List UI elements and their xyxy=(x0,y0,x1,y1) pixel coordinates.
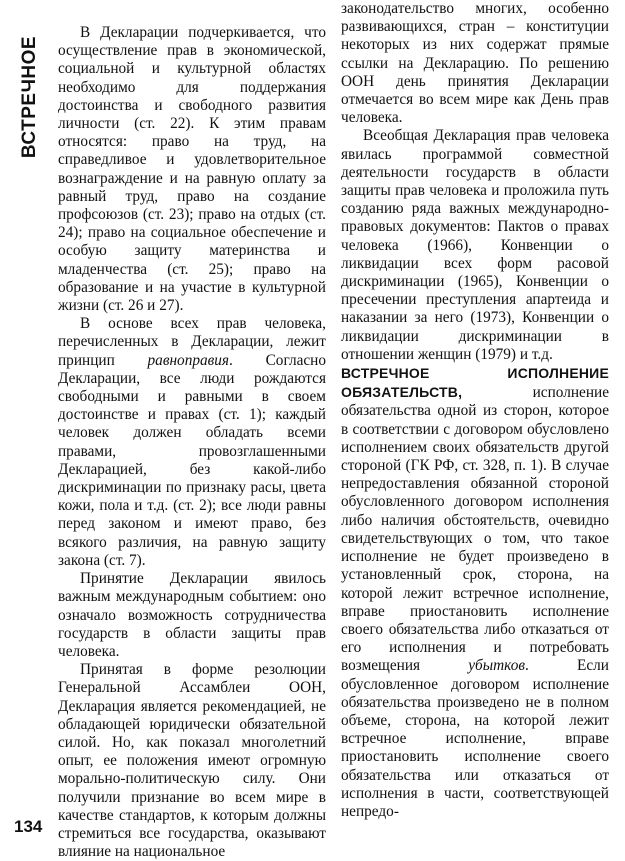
cross-reference-term: убытков xyxy=(468,657,526,675)
right-column xyxy=(341,0,609,821)
paragraph-text: . Согласно Декларации, все люди рождаются свободными и равными в своем достоинстве и правах (ст. 1); каждый человек должен обладать всеми правами, провозглашенными Декларацией, без какой-либо дискриминации по признаку расы, цвета кожи, пола и т.д. (ст. 2); все люди равны перед законом и имеют право, без всякого различия, на равную защиту закона (ст. 7). xyxy=(58,351,327,569)
paragraph: законодательство многих, особенно развивающихся, стран – конституции некоторых из них содержат прямые ссылки на Декларацию. По решению ООН день принятия Декларации отмечается во всем мире как День прав человека. xyxy=(341,0,609,127)
dictionary-entry xyxy=(341,364,609,821)
entry-headword: ВСТРЕЧНОЕ ИСПОЛНЕНИЕ ОБЯЗАТЕЛЬСТВ, xyxy=(341,365,609,401)
running-head-text: ВСТРЕЧНОЕ xyxy=(19,35,40,159)
paragraph: Принятие Декларации явилось важным международным событием: оно означало возможность сотрудничества государств в области защиты прав человека. xyxy=(58,570,326,660)
entry-text: исполнение обязательства одной из сторон, которое в соответствии с договором обусловлено исполнением своих обязательств другой стороной (ГК РФ, ст. 328, п. 1). В случае непредоставления обязанной стороной обусловленного договором исполнения либо наличия обстоятельств, очевидно свидетельствующих о том, что такое исполнение не будет произведено в установленный срок, сторона, на которой лежит встречное исполнение, вправе приостановить исполнение своего обязательства либо отказаться от его исполнения и потребовать возмещения xyxy=(341,384,609,675)
paragraph xyxy=(58,315,326,570)
left-column xyxy=(58,24,326,861)
paragraph-text: В основе всех прав человека, перечисленных в Декларации, лежит принцип xyxy=(58,315,326,369)
entry-text: . Если обусловленное договором исполнение обязательства произведено не в полном объеме, сторона, на которой лежит встречное исполнение, вправе приостановить исполнение своего обязательства или отказаться от исполнения в части, соответствующей непредо- xyxy=(341,657,609,820)
running-head xyxy=(10,22,50,172)
paragraph: В Декларации подчеркивается, что осуществление прав в экономической, социальной и культурной областях необходимо для поддержания достоинства и свободного развития личности (ст. 22). К этим правам относятся: право на труд, на справедливое и удовлетворительное вознаграждение и на равную оплату за равный труд, право на создание профсоюзов (ст. 23); право на отдых (ст. 24); право на социальное обеспечение и особую защиту материнства и младенчества (ст. 25); право на образование и на участие в культурной жизни (ст. 26 и 27). xyxy=(58,24,326,315)
italic-term: равноправия xyxy=(147,351,230,369)
paragraph: Принятая в форме резолюции Генеральной Ассамблеи ООН, Декларация является рекомендацией, не обладающей юридически обязательной силой. Но, как показал многолетний опыт, ее положения имеют огромную морально-политическую силу. Они получили признание во всем мире в качестве стандартов, к которым должны стремиться все государства, оказывают влияние на национальное xyxy=(58,661,326,861)
page-number: 134 xyxy=(14,817,43,836)
paragraph: Всеобщая Декларация прав человека явилась программой совместной деятельности государств в области защиты прав человека и проложила путь созданию ряда важных международно-правовых документов: Пактов о правах человека (1966), Конвенции о ликвидации всех форм расовой дискриминации (1965), Конвенции о пресечении преступления апартеида и наказании за него (1973), Конвенции о ликвидации дискриминации в отношении женщин (1979) и т.д. xyxy=(341,127,609,363)
